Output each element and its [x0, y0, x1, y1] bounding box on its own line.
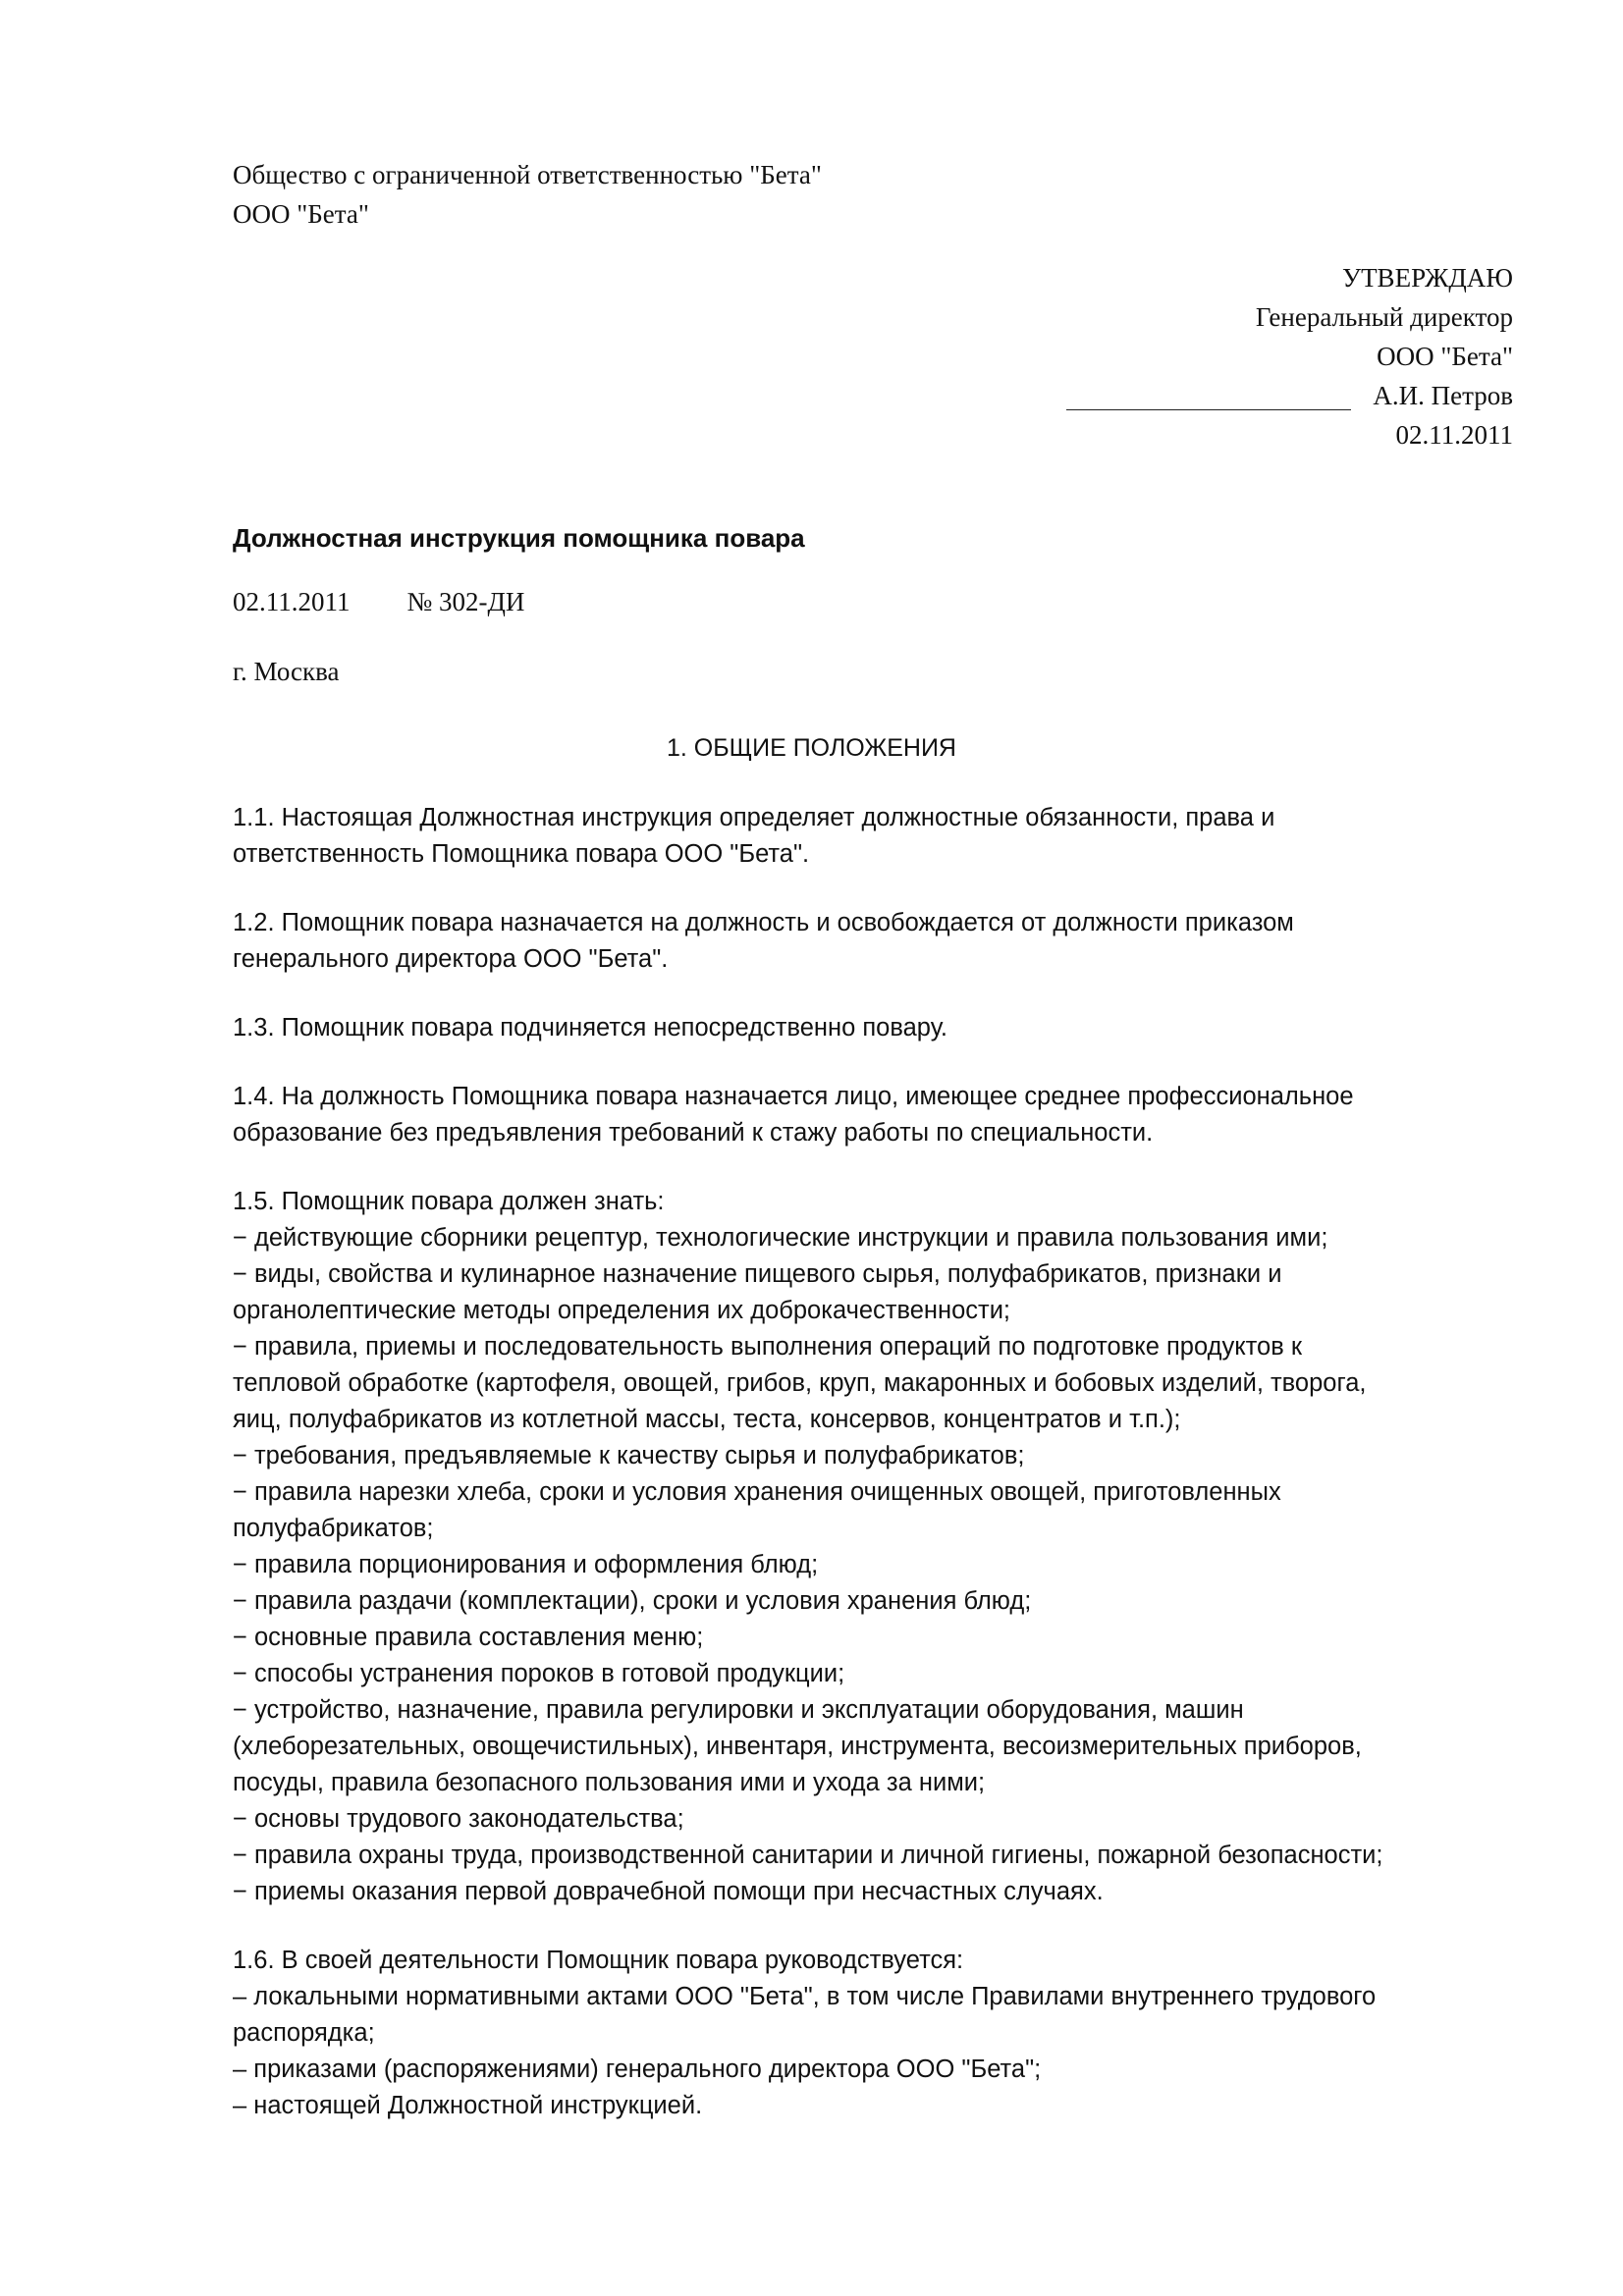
list-item: яиц, полуфабрикатов из котлетной массы, теста, консервов, концентратов и т.п.); — [233, 1406, 1181, 1433]
document-title: Должностная инструкция помощника повара — [233, 523, 805, 553]
list-item: посуды, правила безопасного пользования ими и ухода за ними; — [233, 1769, 986, 1796]
list-item: − основные правила составления меню; — [233, 1624, 704, 1651]
list-item: органолептические методы определения их доброкачественности; — [233, 1297, 1011, 1324]
list-item: (хлеборезательных, овощечистильных), инвентаря, инструмента, весоизмерительных приборов, — [233, 1733, 1362, 1760]
list-item: – приказами (распоряжениями) генерального директора ООО "Бета"; — [233, 2056, 1042, 2083]
paragraph-line: образование без предъявления требований к стажу работы по специальности. — [233, 1119, 1154, 1147]
list-item: − правила раздачи (комплектации), сроки и условия хранения блюд; — [233, 1587, 1032, 1615]
paragraph-1-1 — [233, 800, 1509, 873]
signature-line — [1066, 382, 1351, 410]
org-full-name: Общество с ограниченной ответственностью "Бета" — [233, 160, 822, 189]
list-item: распорядка; — [233, 2019, 375, 2047]
section-body — [233, 800, 1509, 2157]
list-item: − способы устранения пороков в готовой продукции; — [233, 1660, 845, 1687]
list-item: − правила порционирования и оформления блюд; — [233, 1551, 819, 1578]
document-number: № 302-ДИ — [406, 587, 525, 616]
list-item: − действующие сборники рецептур, технологические инструкции и правила пользования ими; — [233, 1224, 1328, 1252]
paragraph-line: 1.5. Помощник повара должен знать: — [233, 1188, 665, 1215]
paragraph-line: ответственность Помощника повара ООО "Бета". — [233, 840, 810, 868]
document-date-number — [233, 587, 524, 617]
approval-date: 02.11.2011 — [1395, 420, 1513, 450]
section-heading: 1. ОБЩИЕ ПОЛОЖЕНИЯ — [667, 734, 956, 762]
list-item: − правила охраны труда, производственной санитарии и личной гигиены, пожарной безопасности; — [233, 1842, 1383, 1869]
approver-position: Генеральный директор — [1255, 302, 1513, 332]
document-city: г. Москва — [233, 657, 340, 686]
document-date: 02.11.2011 — [233, 587, 351, 616]
approver-org: ООО "Бета" — [1377, 342, 1513, 371]
paragraph-1-5 — [233, 1184, 1509, 1910]
list-item: − правила нарезки хлеба, сроки и условия хранения очищенных овощей, приготовленных — [233, 1478, 1281, 1506]
list-item: − приемы оказания первой доврачебной помощи при несчастных случаях. — [233, 1878, 1104, 1905]
paragraph-line: генерального директора ООО "Бета". — [233, 945, 669, 973]
list-item: − устройство, назначение, правила регулировки и эксплуатации оборудования, машин — [233, 1696, 1244, 1724]
approval-label: УТВЕРЖДАЮ — [1341, 263, 1513, 293]
org-short-name: ООО "Бета" — [233, 199, 369, 229]
list-item: − правила, приемы и последовательность выполнения операций по подготовке продуктов к — [233, 1333, 1303, 1361]
list-item: тепловой обработке (картофеля, овощей, грибов, круп, макаронных и бобовых изделий, творога, — [233, 1369, 1367, 1397]
signature-row — [1066, 376, 1513, 415]
signer-name: А.И. Петров — [1373, 381, 1513, 410]
list-item: полуфабрикатов; — [233, 1515, 434, 1542]
paragraph-1-4 — [233, 1079, 1509, 1151]
list-item: − требования, предъявляемые к качеству сырья и полуфабрикатов; — [233, 1442, 1025, 1469]
paragraph-1-6 — [233, 1943, 1509, 2124]
list-item: – локальными нормативными актами ООО "Бета", в том числе Правилами внутреннего трудового — [233, 1983, 1377, 2010]
list-item: − основы трудового законодательства; — [233, 1805, 684, 1833]
organization-header — [233, 155, 822, 234]
paragraph-line: 1.3. Помощник повара подчиняется непосредственно повару. — [233, 1014, 947, 1041]
approval-block — [1066, 258, 1513, 454]
paragraph-line: 1.6. В своей деятельности Помощник повара руководствуется: — [233, 1947, 964, 1974]
list-item: − виды, свойства и кулинарное назначение пищевого сырья, полуфабрикатов, признаки и — [233, 1260, 1282, 1288]
paragraph-line: 1.1. Настоящая Должностная инструкция определяет должностные обязанности, права и — [233, 804, 1275, 831]
paragraph-1-2 — [233, 905, 1509, 978]
list-item: – настоящей Должностной инструкцией. — [233, 2092, 703, 2119]
paragraph-line: 1.4. На должность Помощника повара назначается лицо, имеющее среднее профессиональное — [233, 1083, 1354, 1110]
paragraph-1-3 — [233, 1010, 1509, 1046]
paragraph-line: 1.2. Помощник повара назначается на должность и освобождается от должности приказом — [233, 909, 1294, 936]
